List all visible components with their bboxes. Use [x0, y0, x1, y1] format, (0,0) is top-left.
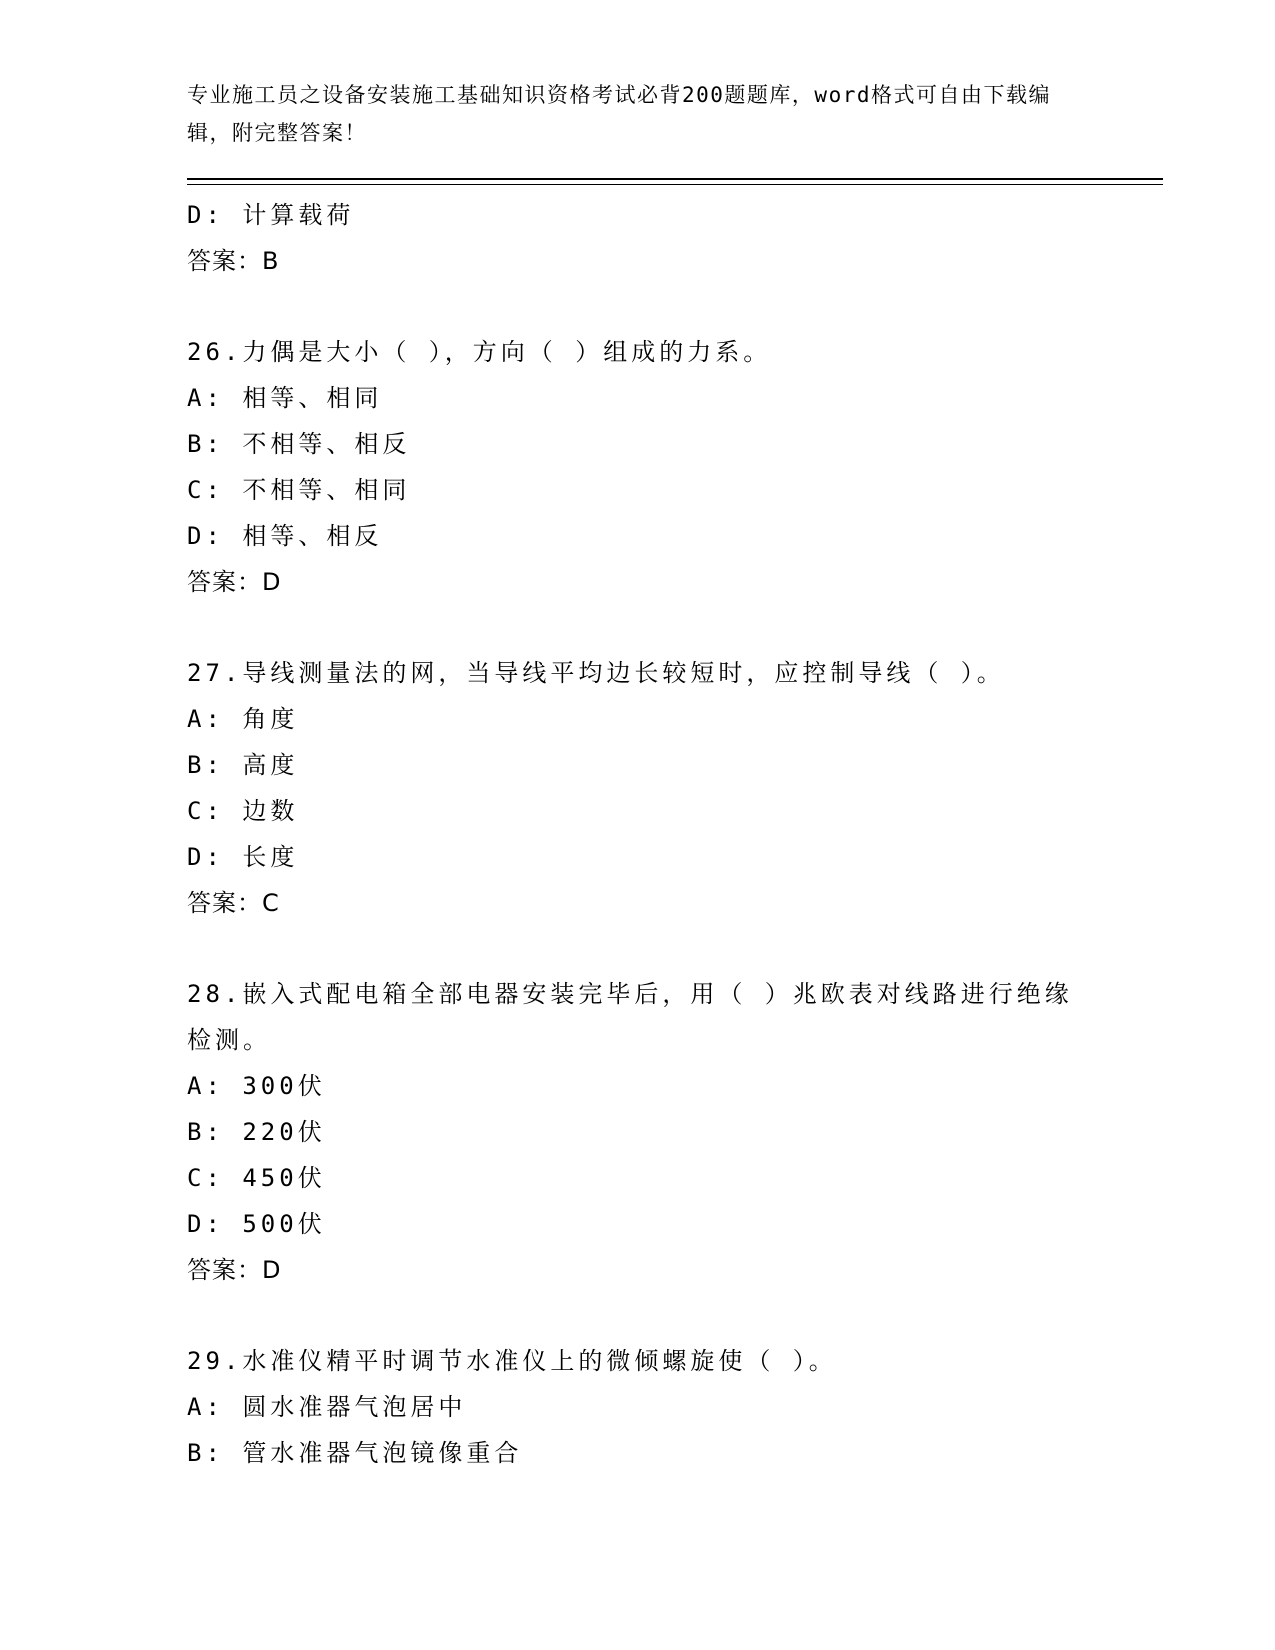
spacer: [187, 1293, 1087, 1338]
spacer: [187, 926, 1087, 971]
question-26-option-c: C: 不相等、相同: [187, 476, 411, 504]
question-29-option-b: B: 管水准器气泡镜像重合: [187, 1439, 523, 1467]
answer-line: 答案：B: [187, 247, 280, 275]
header-rule-thick: [187, 178, 1163, 180]
page-header-title: 专业施工员之设备安装施工基础知识资格考试必背200题题库，word格式可自由下载编辑，附完整答案！: [187, 83, 1051, 145]
question-27-answer: 答案：C: [187, 889, 280, 917]
question-26-option-b: B: 不相等、相反: [187, 430, 411, 458]
question-26-option-d: D: 相等、相反: [187, 522, 383, 550]
question-28-text: 28.嵌入式配电箱全部电器安装完毕后，用（ ）兆欧表对线路进行绝缘检测。: [187, 980, 1073, 1054]
question-26-option-a: A: 相等、相同: [187, 384, 383, 412]
question-28-option-c: C: 450伏: [187, 1164, 326, 1192]
question-27-option-b: B: 高度: [187, 751, 299, 779]
question-27-option-a: A: 角度: [187, 705, 299, 733]
spacer: [187, 284, 1087, 329]
question-27-option-c: C: 边数: [187, 797, 299, 825]
question-28-answer: 答案：D: [187, 1256, 282, 1284]
question-26-answer: 答案：D: [187, 568, 282, 596]
question-26-text: 26.力偶是大小（ ），方向（ ）组成的力系。: [187, 338, 772, 366]
question-29-option-a: A: 圆水准器气泡居中: [187, 1393, 467, 1421]
header-rule-thin: [187, 184, 1163, 185]
question-28-option-b: B: 220伏: [187, 1118, 326, 1146]
option-d: D: 计算载荷: [187, 201, 355, 229]
question-28-option-d: D: 500伏: [187, 1210, 326, 1238]
question-29-text: 29.水准仪精平时调节水准仪上的微倾螺旋使（ ）。: [187, 1347, 837, 1375]
question-27-text: 27.导线测量法的网，当导线平均边长较短时，应控制导线（ ）。: [187, 659, 1005, 687]
spacer: [187, 605, 1087, 650]
question-27-option-d: D: 长度: [187, 843, 299, 871]
question-28-option-a: A: 300伏: [187, 1072, 326, 1100]
question-content: [187, 192, 1087, 1476]
